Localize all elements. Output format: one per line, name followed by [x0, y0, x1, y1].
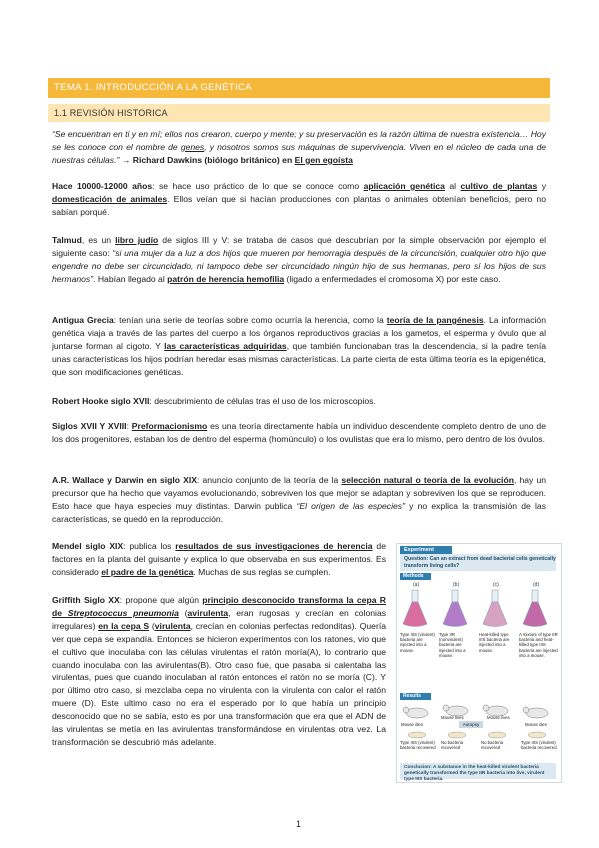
p1-text: : se hace uso práctico de lo que se conoce como: [152, 181, 364, 191]
flask-icon: [483, 590, 507, 627]
autopsy-label: Autopsy: [459, 721, 483, 728]
quote-text-1: “Se encuentran en ti y en mí; ellos nos crearon, cuerpo y mente; y su preservación es la razón última de nuestra existencia… Hoy se les conoce con el nombre de: [52, 129, 546, 152]
p1-lead: Hace 10000-12000 años: [52, 181, 153, 191]
outcome-b: Mouse lives: [441, 715, 464, 720]
chapter-title: TEMA 1. INTRODUCCIÓN A LA GENÉTICA: [54, 82, 252, 93]
p8-species: Streptococcus pneumonia: [67, 607, 179, 618]
paragraph-talmud: [52, 234, 546, 286]
p3-term-1: teoría de la pangénesis: [386, 315, 484, 325]
p2-text: , es un: [81, 235, 116, 245]
paragraph-mendel: [52, 540, 386, 579]
caption-c: Heat-killed type IIIS bacteria are injected into a mouse.: [479, 632, 510, 653]
p7-term-2: el padre de la genética: [101, 566, 194, 577]
paragraph-greece: [52, 314, 546, 379]
quote-book: El gen egoísta: [294, 154, 353, 165]
dawkins-quote: [52, 128, 546, 167]
p5-lead: Siglos XVII Y XVIII: [52, 421, 127, 431]
figure-results-tab: Results: [400, 693, 431, 700]
p3-text: . La información genética viaja a través de las partes del cuerpo a los órganos reproductivos gracias a los gametos, el esperma y óvulo que al juntarse forman al cigoto. Y: [52, 315, 546, 351]
quote-text-2: , y nosotros somos sus máquinas de supervivencia. Viven en el núcleo de cada una de nuestras células.”: [52, 141, 547, 165]
p7-term-1: resultados de sus investigaciones de herencia: [175, 541, 373, 551]
paragraph-griffith: [52, 594, 386, 749]
section-title: 1.1 REVISIÓN HISTORICA: [54, 108, 168, 118]
page-number: 1: [296, 819, 302, 829]
caption-b: Type IIR (nonvirulent) bacteria are injected into a mouse.: [439, 632, 466, 658]
paragraph-darwin: [52, 474, 546, 526]
p2-text: . Habían llegado al: [93, 273, 168, 284]
quote-genes: genes: [180, 141, 205, 152]
figure-conclusion: Conclusion: A substance in the heat-killed virulent bacteria genetically transformed the type IIR bacteria into live, virulent type IIIS bacteria.: [404, 765, 545, 782]
flask-icon: [443, 590, 467, 627]
p5-text: es una teoría directamente había un individuo descendente completo dentro de uno de los dos progenitores, estaban los de dentro del esperma (homúnculo) o los ovulistas que era lo mismo, pero dentro de los óvulos.: [52, 421, 546, 444]
p8-text: (: [178, 607, 188, 618]
recovered-b: No bacteria recovered: [441, 740, 463, 751]
p1-term-3: domesticación de animales: [52, 193, 168, 204]
petri-dish-icon: [408, 732, 426, 738]
flasks-illustration: [397, 588, 561, 630]
p6-book: “El origen de las especies”: [296, 500, 405, 511]
recovered-a: Type IIIS (virulent) bacteria recovered: [400, 740, 436, 751]
figure-question-box: [400, 554, 556, 571]
outcome-a: Mouse dies: [401, 722, 423, 727]
p1-text: al: [444, 181, 461, 191]
petri-dishes: [397, 728, 561, 740]
p8-term-4: virulenta: [154, 620, 191, 631]
chapter-heading: [48, 78, 550, 98]
mouse-icon: [403, 707, 428, 718]
p4-lead: Robert Hooke siglo XVII: [52, 396, 150, 406]
p8-text: , crecían en colonias perfectas redonditas). Quería ver que cepa se expandía. Entonces se hicieron experimentos con los ratones, vio que el cultivo que inoculaba con las células virulentas el ratón moría(A), lo contrario que cuando inoculaba con las avirulentas(B). Otro caso fue, que pasaba si calentaba las virulentas, pues que cuando inoculaban al ratón entonces el ratón no se moría (C). Y por último otro caso, si mezclaba cepa no virulenta con la virulenta con calor el ratón muere (D). Este ultimo caso no era el esperado por lo que había un principio desconocido que no se sabía, esto es por una transformación que era que el ADN de las virulentas se metía en las avirulentas transformándose en virulentas otra vez. La transformación se descubrió más adelante.: [52, 620, 386, 747]
label-c: (c): [493, 582, 499, 588]
p3-term-2: las características adquiridas: [164, 340, 287, 351]
p1-term-1: aplicación genética: [363, 181, 445, 191]
petri-dish-icon: [488, 732, 506, 738]
p2-term-2: patrón de herencia hemofilia: [167, 273, 285, 284]
p8-text: (: [149, 620, 155, 631]
p1-text: y: [537, 181, 546, 191]
p3-lead: Antigua Grecia: [52, 315, 114, 325]
paragraph-preformation: [52, 420, 546, 446]
p5-text: :: [126, 421, 132, 431]
p6-text: , hay un precursor que ha hecho que vayamos evolucionando, sobreviven los que mejor se adaptan y sobreviven los que se reproducen. Esto hace que haya especies muy distintas. Darwin publica: [52, 475, 547, 511]
p6-text: : anuncio conjunto de la teoría de la: [196, 475, 342, 485]
p8-term-2: avirulenta: [187, 607, 229, 618]
p7-text: . Muchas de sus reglas se cumplen.: [193, 566, 331, 577]
figure-question: Question: Can an extract from dead bacterial cells genetically transform living cells?: [404, 556, 556, 569]
figure-methods-tab: Methods: [400, 573, 431, 580]
p3-text: : tenían una serie de teorías sobre como ocurría la herencia, como la: [113, 315, 387, 325]
paragraph-hooke: [52, 395, 546, 408]
p6-text: y no explica la transmisión de las características, se quedó en la reproducción.: [52, 500, 546, 524]
petri-dish-icon: [448, 732, 466, 738]
p4-text: : descubrimiento de células tras el uso de los microscopios.: [149, 396, 376, 406]
p2-text: de siglos III y V: se trataba de casos que descubrían por la simple observación por ejemplo el siguiente caso:: [52, 235, 547, 258]
p2-text: (ligado a enfermedades el cromosoma X) por este caso.: [284, 273, 501, 284]
p2-quote: “si una mujer da a luz a dos hijos que mueren por hemorragia después de la circuncisión, cualquier otro hijo que engendre no debe ser circuncidado, ni tampoco debe ser circuncidado ningún hijo de sus hermanas, pero sí los hijos de sus hermanos”: [52, 247, 546, 284]
p6-lead: A.R. Wallace y Darwin en siglo XIX: [52, 475, 197, 485]
p8-text: : propone que algún: [119, 595, 203, 605]
p8-term-1: principio desconocido transforma la cepa R de: [52, 595, 387, 618]
figure-tab: Experiment: [400, 546, 452, 554]
caption-d: A mixture of type IIR bacteria and heat-killed type IIIS bacteria are injected into a mouse.: [519, 632, 558, 658]
p8-lead: Griffith Siglo XX: [52, 595, 120, 605]
p6-term-1: selección natural o teoría de la evolución: [341, 475, 514, 485]
quote-author: Richard Dawkins (biólogo británico) en: [132, 154, 295, 165]
petri-dish-icon: [528, 732, 546, 738]
recovered-d: Type IIIS (virulent) bacteria recovered: [521, 740, 557, 751]
p8-term-3: en la cepa S: [98, 620, 150, 631]
outcome-c: Mouse lives: [487, 715, 510, 720]
recovered-c: No bacteria recovered: [481, 740, 503, 751]
p7-text: de factores en la planta del guisante y explica lo que observaba en sus experimentos. Es considerado: [52, 541, 386, 577]
arrow-icon: →: [119, 154, 133, 165]
p2-lead: Talmud: [52, 235, 82, 245]
p2-term-1: libro judío: [115, 235, 159, 245]
p1-term-2: cultivo de plantas: [460, 181, 538, 191]
label-a: (a): [413, 582, 420, 588]
mouse-icon: [523, 707, 548, 718]
p7-text: : publica los: [123, 541, 176, 551]
p5-term-1: Preformacionismo: [131, 421, 208, 431]
caption-a: Type IIIS (virulent) bacteria are injected into a mouse.: [400, 632, 435, 653]
paragraph-prehistory: [52, 180, 546, 219]
mice-illustration: [397, 701, 561, 721]
section-heading: [48, 104, 550, 122]
p3-text: , que también funcionaban tras la descendencia, si la padre tenía unas características los hijos podrían heredar esas mismas características. La parte cierta de esta última teoría es la epigenética, que son modificaciones genéticas.: [52, 340, 546, 377]
figure-conclusion-box: [400, 763, 556, 782]
label-d: (d): [533, 582, 540, 588]
flask-icon: [403, 590, 427, 627]
p7-lead: Mendel siglo XIX: [52, 541, 124, 551]
label-b: (b): [453, 582, 460, 588]
flask-icon: [523, 590, 547, 627]
p1-text: . Ellos veían que si hacían producciones con plantas o animales obtenían beneficios, pero no sabían porqué.: [52, 193, 546, 217]
outcome-d: Mouse dies: [525, 722, 547, 727]
griffith-experiment-figure: [396, 543, 562, 783]
p8-text: , eran rugosas y crecían en colonias irregulares): [52, 607, 387, 631]
